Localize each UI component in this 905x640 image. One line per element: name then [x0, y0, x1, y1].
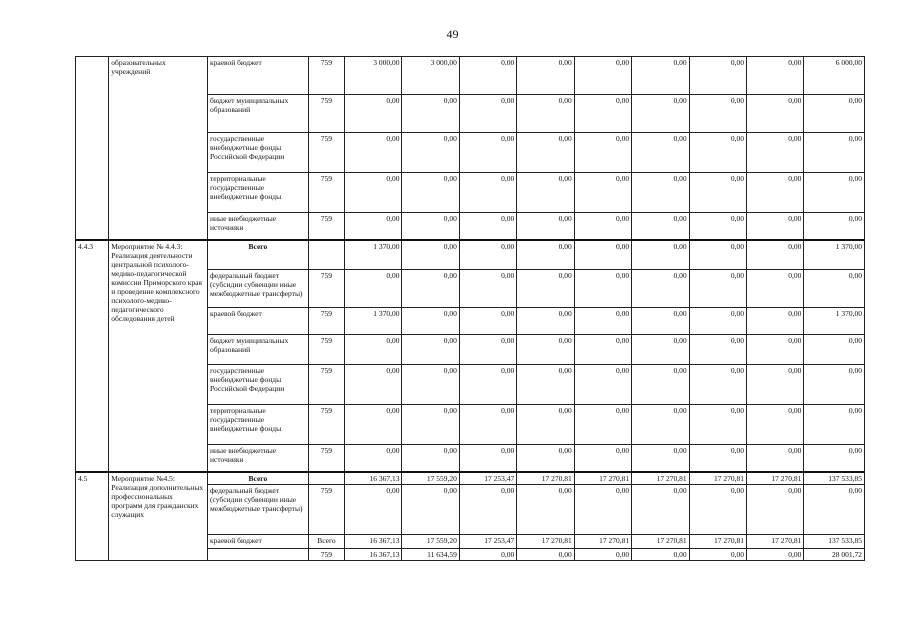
funding-source: федеральный бюджет (субсидии субвенции иные межбюджетные трансферты) [208, 270, 309, 308]
year-value: 0,00 [517, 308, 574, 335]
item-number: 4.4.3 [76, 240, 109, 472]
year-value: 0,00 [345, 173, 402, 213]
year-value: 16 367,13 [345, 548, 402, 560]
funding-source: иные внебюджетные источники [208, 213, 309, 240]
year-value: 0,00 [459, 213, 516, 240]
funding-source [208, 548, 309, 560]
year-value: 0,00 [459, 240, 516, 270]
year-value: 0,00 [689, 95, 746, 133]
year-value: 0,00 [517, 95, 574, 133]
item-number: 4.5 [76, 472, 109, 561]
year-value: 0,00 [689, 365, 746, 405]
funding-source: территориальные государственные внебюджетные фонды [208, 173, 309, 213]
year-value: 17 253,47 [459, 472, 516, 485]
year-value: 0,00 [746, 335, 803, 365]
year-value: 0,00 [574, 173, 631, 213]
year-value: 0,00 [632, 173, 689, 213]
year-value: 17 270,81 [574, 472, 631, 485]
year-value: 0,00 [345, 484, 402, 534]
page-number: 49 [446, 27, 459, 41]
year-value: 0,00 [632, 95, 689, 133]
total-value: 1 370,00 [804, 240, 865, 270]
year-value: 0,00 [689, 445, 746, 472]
budget-code: 759 [308, 308, 344, 335]
total-value: 0,00 [804, 270, 865, 308]
total-value: 0,00 [804, 445, 865, 472]
year-value: 0,00 [345, 270, 402, 308]
year-value: 0,00 [345, 365, 402, 405]
year-value: 17 270,81 [746, 472, 803, 485]
funding-source: территориальные государственные внебюджетные фонды [208, 405, 309, 445]
budget-code: Всего [308, 534, 344, 548]
total-value: 137 533,85 [804, 472, 865, 485]
year-value: 0,00 [632, 445, 689, 472]
year-value: 0,00 [459, 445, 516, 472]
year-value: 0,00 [574, 133, 631, 173]
year-value: 0,00 [574, 213, 631, 240]
year-value: 0,00 [402, 213, 459, 240]
item-description: образовательных учреждений [109, 57, 208, 240]
year-value: 0,00 [746, 548, 803, 560]
budget-code: 759 [308, 57, 344, 95]
year-value: 0,00 [689, 335, 746, 365]
year-value: 17 559,20 [402, 472, 459, 485]
year-value: 0,00 [402, 173, 459, 213]
year-value: 0,00 [746, 365, 803, 405]
year-value: 0,00 [574, 308, 631, 335]
year-value: 0,00 [459, 57, 516, 95]
year-value: 0,00 [574, 240, 631, 270]
year-value: 0,00 [517, 270, 574, 308]
year-value: 0,00 [632, 240, 689, 270]
year-value: 0,00 [632, 335, 689, 365]
year-value: 0,00 [402, 405, 459, 445]
year-value: 0,00 [459, 173, 516, 213]
year-value: 0,00 [632, 484, 689, 534]
year-value: 0,00 [402, 95, 459, 133]
total-value: 0,00 [804, 213, 865, 240]
year-value: 17 253,47 [459, 534, 516, 548]
year-value: 0,00 [459, 270, 516, 308]
year-value: 0,00 [345, 445, 402, 472]
year-value: 0,00 [459, 133, 516, 173]
year-value: 0,00 [746, 308, 803, 335]
item-description: Мероприятие №4.5: Реализация дополнительных профессиональных программ для гражданских служащих [109, 472, 208, 561]
year-value: 0,00 [574, 365, 631, 405]
budget-code: 759 [308, 270, 344, 308]
year-value: 0,00 [632, 57, 689, 95]
year-value: 0,00 [689, 548, 746, 560]
year-value: 0,00 [632, 213, 689, 240]
funding-source: Всего [208, 240, 309, 270]
budget-code [308, 472, 344, 485]
total-value: 6 000,00 [804, 57, 865, 95]
year-value: 0,00 [746, 173, 803, 213]
year-value: 0,00 [402, 133, 459, 173]
table-row [76, 57, 865, 95]
year-value: 17 270,81 [517, 472, 574, 485]
total-value: 0,00 [804, 133, 865, 173]
funding-source: Всего [208, 472, 309, 485]
year-value: 0,00 [746, 57, 803, 95]
year-value: 0,00 [632, 270, 689, 308]
year-value: 0,00 [574, 335, 631, 365]
year-value: 17 270,81 [632, 534, 689, 548]
year-value: 0,00 [517, 173, 574, 213]
total-value: 0,00 [804, 335, 865, 365]
year-value: 0,00 [632, 365, 689, 405]
year-value: 17 270,81 [689, 472, 746, 485]
year-value: 0,00 [632, 548, 689, 560]
total-value: 28 001,72 [804, 548, 865, 560]
budget-code: 759 [308, 405, 344, 445]
year-value: 0,00 [689, 213, 746, 240]
year-value: 0,00 [746, 95, 803, 133]
year-value: 0,00 [517, 213, 574, 240]
year-value: 0,00 [345, 213, 402, 240]
total-value: 137 533,85 [804, 534, 865, 548]
year-value: 0,00 [517, 484, 574, 534]
year-value: 16 367,13 [345, 472, 402, 485]
year-value: 0,00 [402, 484, 459, 534]
budget-code: 759 [308, 445, 344, 472]
budget-code: 759 [308, 213, 344, 240]
year-value: 0,00 [746, 405, 803, 445]
year-value: 0,00 [746, 484, 803, 534]
total-value: 0,00 [804, 365, 865, 405]
year-value: 0,00 [746, 213, 803, 240]
funding-source: краевой бюджет [208, 534, 309, 548]
funding-source: иные внебюджетные источники [208, 445, 309, 472]
year-value: 0,00 [632, 133, 689, 173]
total-value: 0,00 [804, 95, 865, 133]
budget-code: 759 [308, 173, 344, 213]
year-value: 0,00 [402, 308, 459, 335]
year-value: 0,00 [517, 57, 574, 95]
year-value: 0,00 [459, 405, 516, 445]
year-value: 0,00 [574, 548, 631, 560]
year-value: 0,00 [345, 133, 402, 173]
year-value: 0,00 [746, 240, 803, 270]
year-value: 0,00 [746, 133, 803, 173]
total-value: 0,00 [804, 484, 865, 534]
year-value: 17 270,81 [632, 472, 689, 485]
year-value: 0,00 [345, 405, 402, 445]
funding-source: бюджет муниципальных образований [208, 335, 309, 365]
total-value: 1 370,00 [804, 308, 865, 335]
year-value: 3 000,00 [345, 57, 402, 95]
year-value: 0,00 [574, 270, 631, 308]
year-value: 0,00 [689, 484, 746, 534]
year-value: 0,00 [459, 335, 516, 365]
year-value: 3 000,00 [402, 57, 459, 95]
year-value: 0,00 [459, 548, 516, 560]
funding-source: государственные внебюджетные фонды Российской Федерации [208, 365, 309, 405]
year-value: 0,00 [517, 445, 574, 472]
year-value: 0,00 [574, 95, 631, 133]
year-value: 0,00 [402, 270, 459, 308]
year-value: 0,00 [632, 405, 689, 445]
year-value: 0,00 [746, 270, 803, 308]
year-value: 0,00 [689, 308, 746, 335]
year-value: 0,00 [517, 133, 574, 173]
year-value: 0,00 [459, 484, 516, 534]
year-value: 0,00 [402, 240, 459, 270]
year-value: 0,00 [689, 57, 746, 95]
year-value: 0,00 [402, 365, 459, 405]
year-value: 0,00 [517, 405, 574, 445]
budget-code: 759 [308, 133, 344, 173]
funding-source: краевой бюджет [208, 57, 309, 95]
year-value: 17 559,20 [402, 534, 459, 548]
year-value: 0,00 [574, 57, 631, 95]
item-description: Мероприятие № 4.4.3: Реализация деятельности центральной психолого-медико-педагогической комиссии Приморского края и проведение комплексного психолого-медико-педагогического обследования детей [109, 240, 208, 472]
budget-code: 759 [308, 548, 344, 560]
year-value: 0,00 [517, 548, 574, 560]
year-value: 0,00 [689, 405, 746, 445]
budget-table [75, 56, 865, 561]
year-value: 0,00 [459, 365, 516, 405]
budget-code [308, 240, 344, 270]
year-value: 17 270,81 [574, 534, 631, 548]
year-value: 0,00 [402, 335, 459, 365]
table-row [76, 472, 865, 485]
year-value: 17 270,81 [517, 534, 574, 548]
total-value: 0,00 [804, 173, 865, 213]
year-value: 0,00 [459, 308, 516, 335]
budget-code: 759 [308, 484, 344, 534]
year-value: 1 370,00 [345, 308, 402, 335]
funding-source: бюджет муниципальных образований [208, 95, 309, 133]
year-value: 0,00 [574, 405, 631, 445]
year-value: 0,00 [574, 484, 631, 534]
year-value: 0,00 [402, 445, 459, 472]
year-value: 0,00 [459, 95, 516, 133]
year-value: 0,00 [689, 173, 746, 213]
year-value: 17 270,81 [746, 534, 803, 548]
budget-code: 759 [308, 365, 344, 405]
funding-source: государственные внебюджетные фонды Российской Федерации [208, 133, 309, 173]
year-value: 0,00 [746, 445, 803, 472]
year-value: 0,00 [632, 308, 689, 335]
funding-source: федеральный бюджет (субсидии субвенции иные межбюджетные трансферты) [208, 484, 309, 534]
year-value: 0,00 [517, 335, 574, 365]
year-value: 0,00 [345, 95, 402, 133]
year-value: 0,00 [689, 133, 746, 173]
year-value: 1 370,00 [345, 240, 402, 270]
year-value: 17 270,81 [689, 534, 746, 548]
year-value: 16 367,13 [345, 534, 402, 548]
year-value: 0,00 [345, 335, 402, 365]
budget-code: 759 [308, 335, 344, 365]
item-number [76, 57, 109, 240]
table-row [76, 240, 865, 270]
year-value: 0,00 [517, 365, 574, 405]
budget-code: 759 [308, 95, 344, 133]
funding-source: краевой бюджет [208, 308, 309, 335]
year-value: 0,00 [517, 240, 574, 270]
year-value: 0,00 [689, 240, 746, 270]
year-value: 11 634,59 [402, 548, 459, 560]
year-value: 0,00 [689, 270, 746, 308]
total-value: 0,00 [804, 405, 865, 445]
year-value: 0,00 [574, 445, 631, 472]
